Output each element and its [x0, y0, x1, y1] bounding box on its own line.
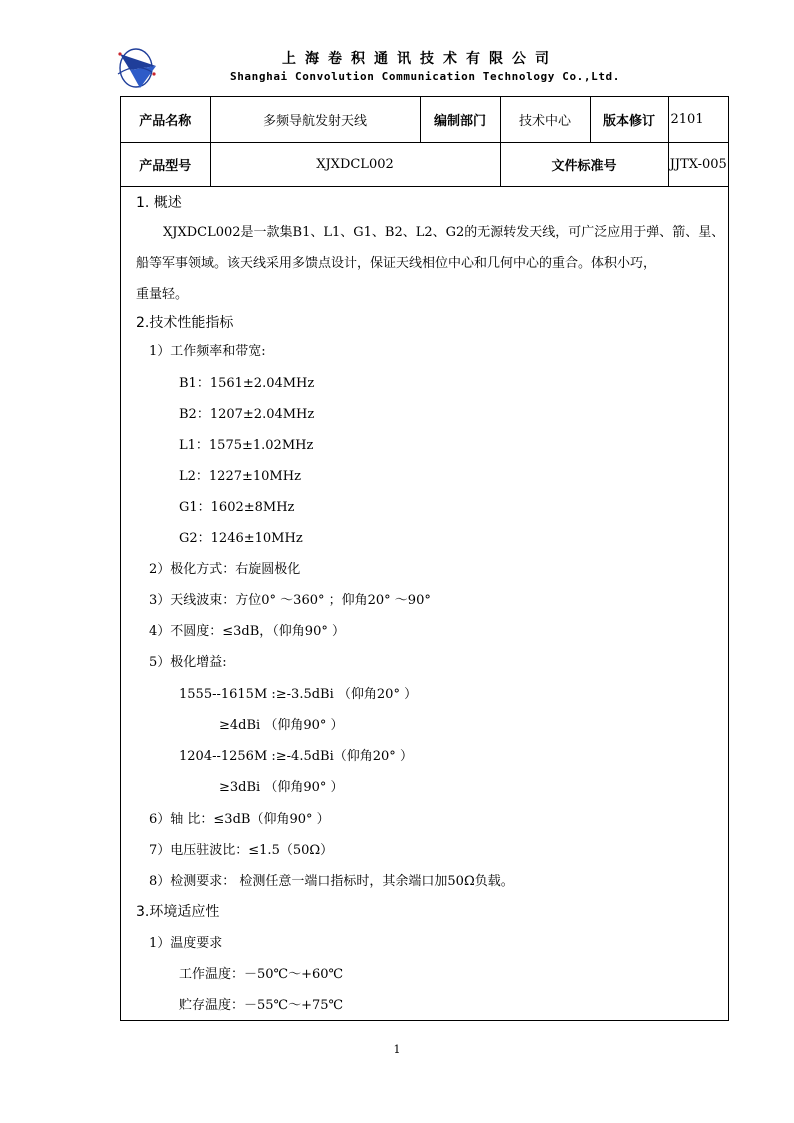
overview-line-2: 船等军事领域。该天线采用多馈点设计，保证天线相位中心和几何中心的重合。体积小巧，: [136, 256, 657, 271]
operating-temperature: 工作温度：－50℃～+60℃: [179, 967, 344, 982]
env-item-1: 1）温度要求: [149, 936, 223, 951]
spec-item-1: 1）工作频率和带宽:: [149, 344, 266, 359]
product-info-table: [121, 97, 728, 187]
company-name-en: Shanghai Convolution Communication Technology Co.,Ltd.: [229, 70, 621, 83]
gain-line-3: 1204--1256M :≥-4.5dBi（仰角20° ）: [179, 749, 413, 764]
company-logo-icon: [116, 44, 160, 92]
gain-line-4: ≥3dBi （仰角90° ）: [219, 780, 344, 795]
storage-temperature: 贮存温度：－55℃～+75℃: [179, 998, 344, 1013]
freq-l1: L1：1575±1.02MHz: [179, 438, 314, 453]
gain-line-1: 1555--1615M :≥-3.5dBi （仰角20° ）: [179, 687, 418, 702]
company-name-cn: 上海卷积通讯技术有限公司: [282, 51, 558, 67]
section-3-title: 3.环境适应性: [136, 904, 220, 920]
spec-item-6: 6）轴 比：≤3dB（仰角90° ）: [149, 812, 330, 827]
product-name-label: 产品名称: [121, 97, 210, 143]
spec-item-8: 8）检测要求： 检测任意一端口指标时，其余端口加50Ω负载。: [149, 874, 514, 889]
section-1-title: 1. 概述: [136, 195, 182, 211]
dept-value: 技术中心: [500, 97, 590, 143]
product-model-value: XJXDCL002: [210, 143, 500, 187]
product-model-label: 产品型号: [121, 143, 210, 187]
spec-item-7: 7）电压驻波比：≤1.5（50Ω）: [149, 843, 334, 858]
page-number: 1: [393, 1043, 401, 1056]
spec-item-3: 3）天线波束：方位0° ～360° ；仰角20° ～90°: [149, 593, 431, 608]
freq-b1: B1：1561±2.04MHz: [179, 376, 315, 391]
file-standard-label: 文件标准号: [500, 143, 668, 187]
spec-item-2: 2）极化方式：右旋圆极化: [149, 562, 301, 577]
freq-g2: G2：1246±10MHz: [179, 531, 303, 546]
page-header: [0, 0, 794, 96]
overview-line-1: XJXDCL002是一款集B1、L1、G1、B2、L2、G2的无源转发天线，可广泛应用于弹、箭、星、: [163, 225, 725, 240]
version-label: 版本修订: [590, 97, 668, 143]
product-name-value: 多频导航发射天线: [210, 97, 420, 143]
spec-item-4: 4）不圆度：≤3dB，（仰角90° ）: [149, 624, 345, 639]
gain-line-2: ≥4dBi （仰角90° ）: [219, 718, 344, 733]
version-value: 2101: [668, 97, 728, 143]
document-frame: [120, 96, 729, 1021]
file-standard-value: JJTX-005: [668, 143, 728, 187]
spec-item-5: 5）极化增益:: [149, 655, 227, 670]
dept-label: 编制部门: [420, 97, 500, 143]
freq-g1: G1：1602±8MHz: [179, 500, 295, 515]
section-2-title: 2.技术性能指标: [136, 315, 234, 331]
freq-l2: L2：1227±10MHz: [179, 469, 301, 484]
overview-line-3: 重量轻。: [136, 287, 189, 302]
freq-b2: B2：1207±2.04MHz: [179, 407, 315, 422]
